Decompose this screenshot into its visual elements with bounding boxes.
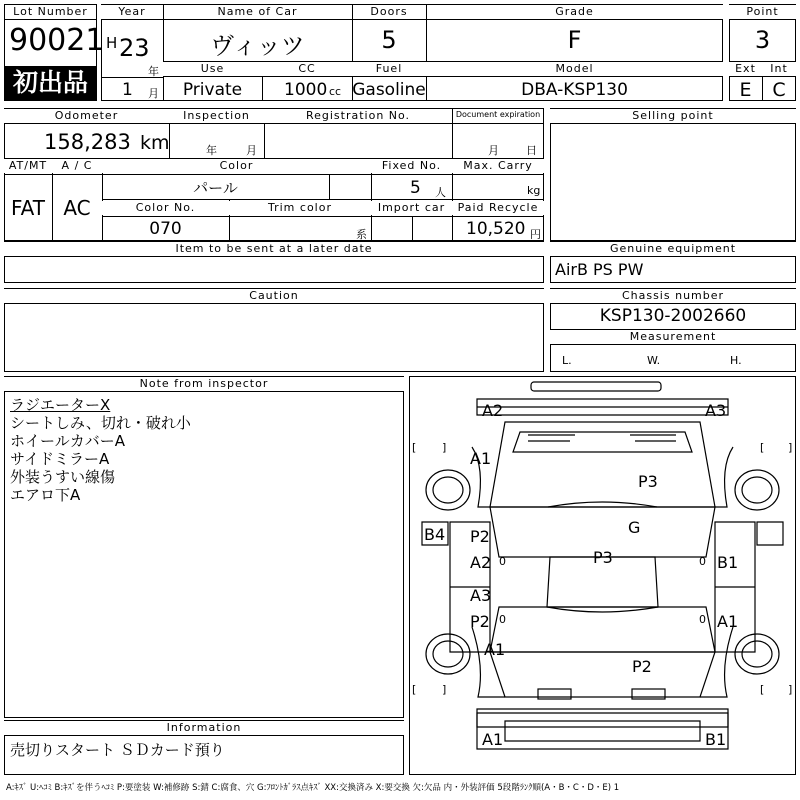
- bracket: [: [412, 683, 417, 696]
- odometer-label: Odometer: [4, 109, 169, 123]
- doc-expiration-label: Document expiration: [455, 110, 541, 119]
- bracket: ]: [788, 683, 793, 696]
- damage-mark: P2: [470, 527, 490, 546]
- measurement-h: H.: [730, 354, 742, 367]
- doc-day-unit: 日: [526, 144, 537, 157]
- inspection-year-unit: 年: [206, 144, 217, 157]
- lot-number-box: [4, 4, 105, 101]
- bracket: ]: [442, 683, 447, 696]
- name-label: Name of Car: [163, 5, 352, 19]
- damage-mark: G: [628, 518, 641, 537]
- handle-mark: 0: [499, 555, 506, 568]
- genuine-equipment-value: AirB PS PW: [555, 260, 644, 279]
- cc-unit: cc: [329, 85, 342, 98]
- ext-label: Ext: [729, 62, 762, 76]
- ac-label: A / C: [52, 159, 102, 173]
- information-value: 売切りスタート ＳＤカード預り: [10, 741, 225, 759]
- grade-value: F: [567, 26, 582, 54]
- doors-label: Doors: [352, 5, 426, 19]
- trim-color-label: Trim color: [229, 201, 371, 215]
- damage-mark: A3: [470, 586, 492, 605]
- atmt-value: FAT: [10, 196, 45, 220]
- fixed-no-label: Fixed No.: [371, 159, 452, 173]
- note-line: シートしみ、切れ・破れ小: [10, 414, 191, 432]
- year-unit: 年: [148, 65, 159, 78]
- ext-value: E: [739, 79, 752, 101]
- odometer-value: 158,283: [44, 130, 131, 154]
- first-listing-badge: 初出品: [5, 66, 96, 100]
- fuel-label: Fuel: [352, 62, 426, 76]
- max-carry-unit: kg: [527, 184, 541, 197]
- note-label: Note from inspector: [4, 377, 404, 391]
- measurement-l: L.: [562, 354, 572, 367]
- bracket: [: [760, 683, 765, 696]
- paid-recycle-unit: 円: [530, 228, 541, 241]
- genuine-equipment-label: Genuine equipment: [550, 242, 796, 256]
- damage-mark: B4: [424, 525, 446, 544]
- doc-month-unit: 月: [488, 144, 499, 157]
- color-value: パール: [193, 179, 238, 197]
- point-value: 3: [754, 26, 771, 54]
- paid-recycle-label: Paid Recycle: [452, 201, 544, 215]
- bracket: ]: [788, 441, 793, 454]
- damage-mark: A2: [482, 401, 504, 420]
- damage-mark: P2: [470, 612, 490, 631]
- damage-mark: B1: [705, 730, 727, 749]
- cc-label: CC: [262, 62, 352, 76]
- inspection-month-unit: 月: [246, 144, 257, 157]
- inspection-label: Inspection: [169, 109, 264, 123]
- int-label: Int: [762, 62, 796, 76]
- chassis-label: Chassis number: [550, 289, 796, 303]
- bracket: [: [412, 441, 417, 454]
- color-no-label: Color No.: [102, 201, 229, 215]
- year-month-unit: 月: [148, 87, 159, 100]
- legend-footer: A:ｷｽﾞ U:ﾍｺﾐ B:ｷｽﾞを伴うﾍｺﾐ P:要塗装 W:補修跡 S:錆 C:腐食、穴 G:ﾌﾛﾝﾄｶﾞﾗｽ点ｷｽﾞ XX:交換済み X:要交換 欠:欠品 内・外装評価 5段階ﾗﾝｸ順(A・B・C・D・E) 1: [6, 783, 620, 793]
- bracket: [: [760, 441, 765, 454]
- measurement-w: W.: [647, 354, 661, 367]
- color-no-value: 070: [149, 219, 182, 239]
- note-line: ホイールカバーA: [10, 432, 125, 450]
- cc-value: 1000: [284, 80, 328, 100]
- damage-mark: A1: [482, 730, 504, 749]
- selling-point-label: Selling point: [550, 109, 796, 123]
- note-lines: [10, 396, 191, 504]
- damage-mark: P2: [632, 657, 652, 676]
- grade-label: Grade: [426, 5, 723, 19]
- year-label: Year: [101, 5, 163, 19]
- fuel-value: Gasoline: [352, 80, 426, 100]
- fixed-no-unit: 人: [435, 186, 446, 199]
- note-line: ラジエーターX: [10, 396, 111, 414]
- odometer-unit: km: [140, 132, 170, 154]
- year-era: H: [106, 34, 118, 52]
- note-line: 外装うすい線傷: [10, 468, 116, 486]
- selling-point-box: [550, 108, 796, 241]
- atmt-label: AT/MT: [4, 159, 52, 173]
- damage-diagram: [409, 376, 796, 775]
- damage-mark: A2: [470, 553, 492, 572]
- damage-mark: B1: [717, 553, 739, 572]
- model-label: Model: [426, 62, 723, 76]
- lot-number-label: Lot Number: [5, 5, 96, 20]
- registration-label: Registration No.: [264, 109, 452, 123]
- damage-mark: A1: [717, 612, 739, 631]
- later-date-label: Item to be sent at a later date: [4, 242, 544, 256]
- year-value: 23: [119, 34, 150, 62]
- doors-value: 5: [381, 26, 397, 54]
- point-label: Point: [729, 5, 796, 19]
- damage-mark: A1: [484, 640, 506, 659]
- damage-mark: A3: [705, 401, 727, 420]
- chassis-value: KSP130-2002660: [599, 306, 747, 326]
- car-outline-diagram: [410, 377, 795, 774]
- handle-mark: 0: [499, 613, 506, 626]
- lot-number-value: 90021: [9, 23, 105, 58]
- damage-mark: P3: [593, 548, 613, 567]
- note-line: サイドミラーA: [10, 450, 110, 468]
- note-line: エアロ下A: [10, 486, 81, 504]
- bracket: ]: [442, 441, 447, 454]
- use-label: Use: [163, 62, 262, 76]
- max-carry-label: Max. Carry: [452, 159, 544, 173]
- information-label: Information: [4, 721, 404, 735]
- model-value: DBA-KSP130: [521, 80, 628, 100]
- year-month-value: 1: [122, 80, 133, 100]
- caution-label: Caution: [4, 289, 544, 303]
- handle-mark: 0: [699, 555, 706, 568]
- car-name-value: ヴィッツ: [210, 32, 305, 60]
- measurement-label: Measurement: [550, 330, 796, 344]
- ac-value: AC: [63, 196, 91, 220]
- handle-mark: 0: [699, 613, 706, 626]
- color-label: Color: [102, 159, 371, 173]
- fixed-no-value: 5: [410, 178, 421, 198]
- damage-mark: A1: [470, 449, 492, 468]
- import-car-label: Import car: [371, 201, 452, 215]
- damage-mark: P3: [638, 472, 658, 491]
- int-value: C: [772, 79, 786, 101]
- use-value: Private: [182, 80, 243, 100]
- paid-recycle-value: 10,520: [466, 219, 526, 239]
- trim-color-unit: 系: [356, 228, 367, 241]
